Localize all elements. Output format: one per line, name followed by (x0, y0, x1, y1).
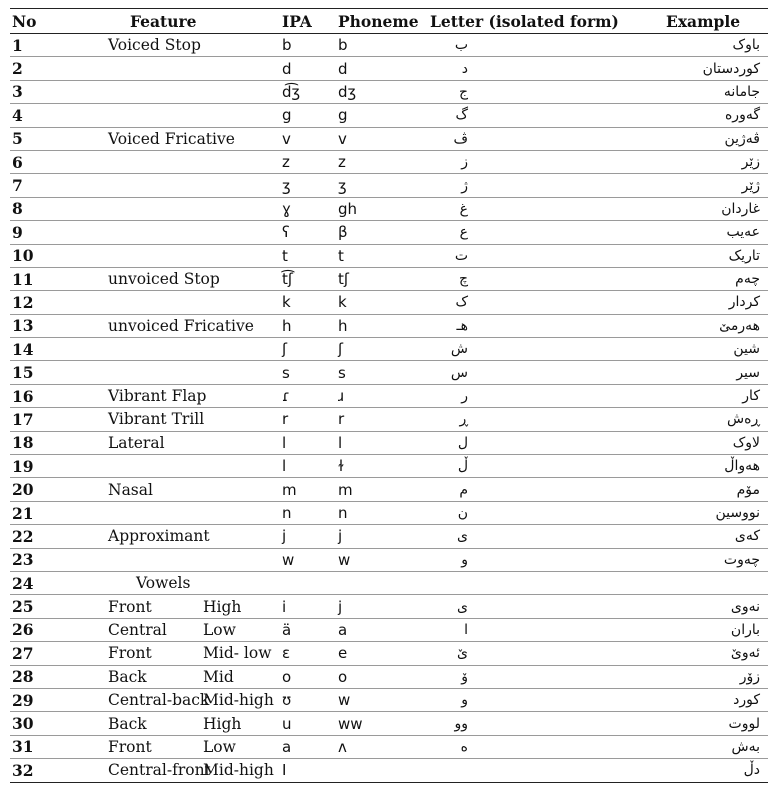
table-row (10, 127, 768, 150)
example-cell: لاوک (664, 431, 768, 454)
feature-label: Vibrant Trill (108, 410, 205, 429)
table-row (10, 665, 768, 688)
feature-cell (60, 455, 280, 478)
feature-label: Central-back (108, 691, 210, 710)
header-ipa: IPA (280, 9, 336, 34)
ipa-cell: ʕ (280, 221, 336, 244)
ipa-cell: ɛ (280, 642, 336, 665)
phoneme-cell: d (336, 57, 428, 80)
letter-cell: س (428, 361, 664, 384)
example-cell: کوردستان (664, 57, 768, 80)
letter-cell: ن (428, 501, 664, 524)
ipa-cell: u (280, 712, 336, 735)
ipa-cell: t͡ʃ (280, 267, 336, 290)
example-cell: جامانه (664, 80, 768, 103)
ipa-cell: b (280, 34, 336, 57)
row-number: 1 (10, 34, 60, 57)
phoneme-cell: β (336, 221, 428, 244)
table-body (10, 34, 768, 783)
phoneme-cell: n (336, 501, 428, 524)
letter-cell: و (428, 688, 664, 711)
ipa-cell: I (280, 759, 336, 782)
ipa-cell: w (280, 548, 336, 571)
row-number: 8 (10, 197, 60, 220)
row-number: 26 (10, 618, 60, 641)
example-cell: غاردان (664, 197, 768, 220)
feature-cell (60, 34, 280, 57)
row-number: 20 (10, 478, 60, 501)
letter-cell: ێ (428, 642, 664, 665)
ipa-cell: ä (280, 618, 336, 641)
feature-label: Approximant (108, 527, 210, 546)
feature-label: Back (108, 714, 147, 733)
row-number: 28 (10, 665, 60, 688)
letter-cell: ب (428, 34, 664, 57)
ipa-cell: m (280, 478, 336, 501)
ipa-cell: ʊ (280, 688, 336, 711)
letter-cell: ۆ (428, 665, 664, 688)
row-number: 5 (10, 127, 60, 150)
feature-label: Front (108, 597, 152, 616)
example-cell: ئەوێ (664, 642, 768, 665)
table-row (10, 595, 768, 618)
feature-label: Voiced Fricative (108, 129, 235, 148)
feature-sublabel: Low (203, 620, 236, 639)
letter-cell: ر (428, 384, 664, 407)
letter-cell (428, 571, 664, 594)
table-row (10, 150, 768, 173)
example-cell: ژێر (664, 174, 768, 197)
letter-cell: ت (428, 244, 664, 267)
example-cell: باوک (664, 34, 768, 57)
row-number: 7 (10, 174, 60, 197)
phoneme-cell: j (336, 595, 428, 618)
phoneme-cell: l (336, 431, 428, 454)
table-row (10, 735, 768, 758)
letter-cell: ش (428, 338, 664, 361)
example-cell (664, 571, 768, 594)
table-row (10, 338, 768, 361)
table-row (10, 197, 768, 220)
feature-cell (60, 735, 280, 758)
feature-cell (60, 571, 280, 594)
phoneme-cell: z (336, 150, 428, 173)
phoneme-cell: ʌ (336, 735, 428, 758)
feature-cell (60, 197, 280, 220)
ipa-cell: l (280, 455, 336, 478)
letter-cell: غ (428, 197, 664, 220)
ipa-cell: h (280, 314, 336, 337)
phoneme-cell (336, 571, 428, 594)
feature-cell (60, 80, 280, 103)
table-row (10, 478, 768, 501)
letter-cell: هـ (428, 314, 664, 337)
row-number: 14 (10, 338, 60, 361)
feature-cell (60, 127, 280, 150)
table-row (10, 431, 768, 454)
phoneme-cell: ʒ (336, 174, 428, 197)
feature-cell (60, 338, 280, 361)
phoneme-cell: a (336, 618, 428, 641)
letter-cell: ی (428, 595, 664, 618)
table-row (10, 361, 768, 384)
feature-cell (60, 595, 280, 618)
example-cell: نووسین (664, 501, 768, 524)
feature-sublabel: Mid (203, 667, 234, 686)
header-letter: Letter (isolated form) (428, 9, 664, 34)
ipa-cell: i (280, 595, 336, 618)
row-number: 29 (10, 688, 60, 711)
letter-cell: د (428, 57, 664, 80)
table-row (10, 267, 768, 290)
example-cell: کردار (664, 291, 768, 314)
feature-cell (60, 267, 280, 290)
feature-cell (60, 244, 280, 267)
letter-cell: ع (428, 221, 664, 244)
example-cell: هەواڵ (664, 455, 768, 478)
letter-cell: ە (428, 735, 664, 758)
feature-cell (60, 712, 280, 735)
example-cell: سیر (664, 361, 768, 384)
feature-cell (60, 431, 280, 454)
table-row (10, 57, 768, 80)
table-row (10, 571, 768, 594)
phoneme-cell: j (336, 525, 428, 548)
row-number: 10 (10, 244, 60, 267)
header-example: Example (664, 9, 768, 34)
phoneme-cell: m (336, 478, 428, 501)
example-cell: زێر (664, 150, 768, 173)
phoneme-cell: g (336, 104, 428, 127)
row-number: 25 (10, 595, 60, 618)
letter-cell: ی (428, 525, 664, 548)
feature-cell (60, 548, 280, 571)
feature-cell (60, 221, 280, 244)
example-cell: کەی (664, 525, 768, 548)
ipa-cell: ʃ (280, 338, 336, 361)
feature-label: Central (108, 620, 167, 639)
letter-cell: چ (428, 267, 664, 290)
example-cell: عەیب (664, 221, 768, 244)
example-cell: مۆم (664, 478, 768, 501)
letter-cell: ل (428, 431, 664, 454)
table-row (10, 80, 768, 103)
phoneme-cell: w (336, 688, 428, 711)
feature-label: Nasal (108, 480, 153, 499)
feature-label: Vowels (136, 574, 191, 593)
ipa-cell: s (280, 361, 336, 384)
header-phoneme: Phoneme (336, 9, 428, 34)
letter-cell: ڵ (428, 455, 664, 478)
row-number: 30 (10, 712, 60, 735)
phoneme-cell: ɹ (336, 384, 428, 407)
example-cell: چەم (664, 267, 768, 290)
feature-label: Lateral (108, 433, 165, 452)
example-cell: ڤەژین (664, 127, 768, 150)
table-row (10, 104, 768, 127)
phoneme-cell: dʒ (336, 80, 428, 103)
table-row (10, 525, 768, 548)
table-row (10, 712, 768, 735)
ipa-cell: o (280, 665, 336, 688)
example-cell: هەرمێ (664, 314, 768, 337)
row-number: 16 (10, 384, 60, 407)
table-row (10, 548, 768, 571)
feature-label: Back (108, 667, 147, 686)
letter-cell: ژ (428, 174, 664, 197)
example-cell: شین (664, 338, 768, 361)
phoneme-table (10, 8, 768, 783)
phoneme-cell: h (336, 314, 428, 337)
table-row (10, 291, 768, 314)
phoneme-cell: k (336, 291, 428, 314)
table-row (10, 501, 768, 524)
ipa-cell: ɾ (280, 384, 336, 407)
row-number: 2 (10, 57, 60, 80)
phoneme-cell (336, 759, 428, 782)
feature-cell (60, 408, 280, 431)
letter-cell: ا (428, 618, 664, 641)
ipa-cell: z (280, 150, 336, 173)
ipa-cell: g (280, 104, 336, 127)
table-row (10, 408, 768, 431)
phoneme-cell: o (336, 665, 428, 688)
feature-cell (60, 150, 280, 173)
row-number: 4 (10, 104, 60, 127)
feature-cell (60, 174, 280, 197)
table-row (10, 642, 768, 665)
letter-cell: ڕ (428, 408, 664, 431)
feature-cell (60, 361, 280, 384)
row-number: 12 (10, 291, 60, 314)
ipa-cell: a (280, 735, 336, 758)
feature-sublabel: High (203, 597, 242, 616)
feature-sublabel: Mid- low (203, 644, 272, 663)
feature-label: Front (108, 644, 152, 663)
example-cell: چەوت (664, 548, 768, 571)
letter-cell (428, 759, 664, 782)
feature-cell (60, 104, 280, 127)
example-cell: ڕەش (664, 408, 768, 431)
feature-cell (60, 618, 280, 641)
feature-cell (60, 478, 280, 501)
ipa-cell (280, 571, 336, 594)
feature-label: Vibrant Flap (108, 387, 207, 406)
row-number: 21 (10, 501, 60, 524)
phoneme-cell: ɫ (336, 455, 428, 478)
phoneme-cell: ʃ (336, 338, 428, 361)
feature-sublabel: Mid-high (203, 761, 274, 780)
letter-cell: ز (428, 150, 664, 173)
ipa-cell: t (280, 244, 336, 267)
table-row (10, 221, 768, 244)
table-row (10, 34, 768, 57)
table-row (10, 244, 768, 267)
feature-label: Central-front (108, 761, 211, 780)
feature-cell (60, 291, 280, 314)
table-row (10, 455, 768, 478)
feature-label: unvoiced Fricative (108, 316, 254, 335)
phoneme-cell: s (336, 361, 428, 384)
table-row (10, 314, 768, 337)
example-cell: دڵ (664, 759, 768, 782)
feature-cell (60, 665, 280, 688)
letter-cell: وو (428, 712, 664, 735)
phoneme-cell: t (336, 244, 428, 267)
ipa-cell: v (280, 127, 336, 150)
phoneme-cell: gh (336, 197, 428, 220)
table-row (10, 759, 768, 782)
feature-label: unvoiced Stop (108, 270, 220, 289)
row-number: 22 (10, 525, 60, 548)
example-cell: باران (664, 618, 768, 641)
table-row (10, 384, 768, 407)
letter-cell: ڤ (428, 127, 664, 150)
feature-label: Voiced Stop (108, 36, 201, 55)
feature-sublabel: Mid-high (203, 691, 274, 710)
row-number: 27 (10, 642, 60, 665)
feature-cell (60, 314, 280, 337)
row-number: 19 (10, 455, 60, 478)
ipa-cell: k (280, 291, 336, 314)
feature-cell (60, 525, 280, 548)
ipa-cell: n (280, 501, 336, 524)
feature-cell (60, 57, 280, 80)
ipa-cell: d͡ʒ (280, 80, 336, 103)
phoneme-cell: ww (336, 712, 428, 735)
ipa-cell: l (280, 431, 336, 454)
phoneme-cell: v (336, 127, 428, 150)
ipa-cell: r (280, 408, 336, 431)
row-number: 9 (10, 221, 60, 244)
example-cell: زۆر (664, 665, 768, 688)
feature-cell (60, 501, 280, 524)
example-cell: گەوره (664, 104, 768, 127)
row-number: 31 (10, 735, 60, 758)
example-cell: کورد (664, 688, 768, 711)
phoneme-cell: w (336, 548, 428, 571)
row-number: 6 (10, 150, 60, 173)
phoneme-cell: tʃ (336, 267, 428, 290)
ipa-cell: d (280, 57, 336, 80)
ipa-cell: ɣ (280, 197, 336, 220)
row-number: 32 (10, 759, 60, 782)
feature-sublabel: High (203, 714, 242, 733)
table-row (10, 174, 768, 197)
header-row (10, 9, 768, 34)
ipa-cell: j (280, 525, 336, 548)
letter-cell: ج (428, 80, 664, 103)
feature-sublabel: Low (203, 737, 236, 756)
row-number: 18 (10, 431, 60, 454)
example-cell: نەوی (664, 595, 768, 618)
feature-cell (60, 384, 280, 407)
feature-cell (60, 642, 280, 665)
phoneme-cell: b (336, 34, 428, 57)
letter-cell: و (428, 548, 664, 571)
phoneme-cell: r (336, 408, 428, 431)
example-cell: بەش (664, 735, 768, 758)
feature-cell (60, 688, 280, 711)
letter-cell: ک (428, 291, 664, 314)
example-cell: کار (664, 384, 768, 407)
row-number: 23 (10, 548, 60, 571)
row-number: 11 (10, 267, 60, 290)
example-cell: تاریک (664, 244, 768, 267)
table-row (10, 618, 768, 641)
letter-cell: گ (428, 104, 664, 127)
row-number: 13 (10, 314, 60, 337)
letter-cell: م (428, 478, 664, 501)
feature-label: Front (108, 737, 152, 756)
table-row (10, 688, 768, 711)
row-number: 15 (10, 361, 60, 384)
header-feature: Feature (60, 9, 280, 34)
phoneme-cell: e (336, 642, 428, 665)
ipa-cell: ʒ (280, 174, 336, 197)
row-number: 17 (10, 408, 60, 431)
row-number: 24 (10, 571, 60, 594)
row-number: 3 (10, 80, 60, 103)
header-no: No (10, 9, 60, 34)
example-cell: لووت (664, 712, 768, 735)
feature-cell (60, 759, 280, 782)
